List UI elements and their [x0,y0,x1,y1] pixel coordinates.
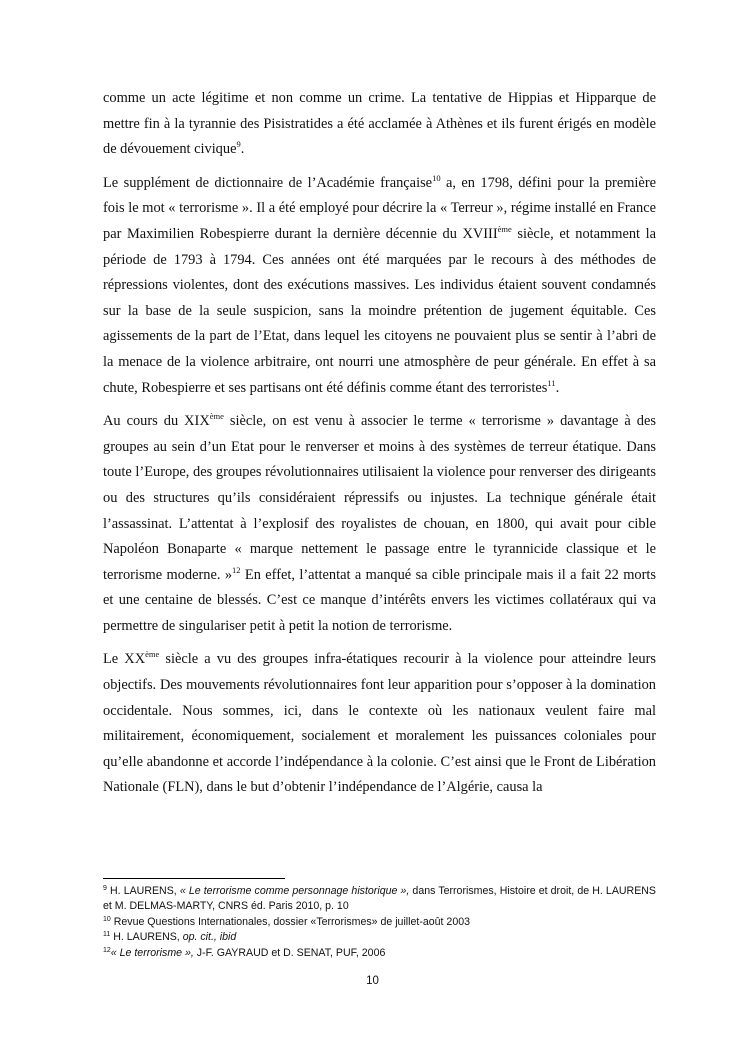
footnote-11: $^{11}$ H. LAURENS, op. cit., ibid [103,931,237,944]
footnote-ref-11[interactable]: 11 [547,377,556,388]
footnote-10: $^{10}$ Revue Questions Internationales, dossier «Terrorismes» de juillet-août 2003 [103,915,471,928]
footnote-ref-12[interactable]: 12 [232,564,241,575]
superscript-eme: ème [145,649,160,660]
superscript-eme: ème [497,223,512,234]
paragraph-2: Le supplément de dictionnaire de l’Académie française$^{10}$ a, en 1798, défini pour la première fois le mot « terrorisme ». Il a été employé pour décrire la « Terreur », régime installé en France par Maximilien Robespierre durant la dernière décennie du XVIIIème siècle, et notamment la période de 1793 à 1794. Ces années ont été marquées par le recours à des méthodes de répressions violentes, dont des exécutions massives. Les individus étaient souvent condamnés sur la base de la seule suspicion, sans la moindre prétention de jugement équitable. Ces agissements de la part de l’Etat, dans lequel les citoyens ne pouvaient plus se sentir à l’abri de la menace de la violence arbitraire, ont nourri une atmosphère de peur générale. En effet à sa chute, Robespierre et ses partisans ont été définis comme étant des terroristes$^{11}$. [103,172,656,396]
superscript-eme: ème [209,411,224,422]
footnote-12: $^{12}$« Le terrorisme », J-F. GAYRAUD et D. SENAT, PUF, 2006 [103,946,386,959]
footnote-ref-10[interactable]: 10 [432,172,441,183]
paragraph-3: Au cours du XIXème siècle, on est venu à associer le terme « terrorisme » davantage à des groupes au sein d’un Etat pour le renverser et moins à des systèmes de terreur étatique. Dans toute l’Europe, des groupes révolutionnaires utilisaient la violence pour renverser des dirigeants ou des structures qu’ils considéraient répressifs ou injustes. La technique générale était l’assassinat. L’attentat à l’explosif des royalistes de chouan, en 1800, qui avait pour cible Napoléon Bonaparte « marque nettement le passage entre le tyrannicide classique et le terrorisme moderne. »$^{12}$ En effet, l’attentat a manqué sa cible principale mais il a fait 22 morts et une centaine de blessés. C’est ce manque d’intérêts envers les victimes collatéraux qui va permettre de singulariser petit à petit la notion de terrorisme. [103,411,656,634]
body-text [103,86,656,809]
paragraph-1: comme un acte légitime et non comme un crime. La tentative de Hippias et Hipparque de mettre fin à la tyrannie des Pisistratides a été acclamée à Athènes et ils furent érigés en modèle de dévouement civique$^9$. [103,90,656,158]
paragraph-4: Le XXème siècle a vu des groupes infra-étatiques recourir à la violence pour atteindre leurs objectifs. Des mouvements révolutionnaires font leur apparition pour s’opposer à la domination occidentale. Nous sommes, ici, dans le contexte où les nationaux veulent faire mal militairement, économiquement, socialement et moralement les puissances coloniales pour qu’elle abandonne et accorde l’indépendance à la colonie. C’est ainsi que le Front de Libération Nationale (FLN), dans le but d’obtenir l’indépendance de l’Algérie, causa la [103,649,657,796]
footnotes [103,884,656,961]
footnote-9: $^9$ H. LAURENS, « Le terrorisme comme personnage historique », dans Terrorismes, Histoire et droit, de H. LAURENS et M. DELMAS-MARTY, CNRS éd. Paris 2010, p. 10 [103,885,656,913]
footnote-ref-9[interactable]: 9 [236,139,241,150]
footnote-separator [103,878,285,879]
page-number: 10 [366,975,379,987]
